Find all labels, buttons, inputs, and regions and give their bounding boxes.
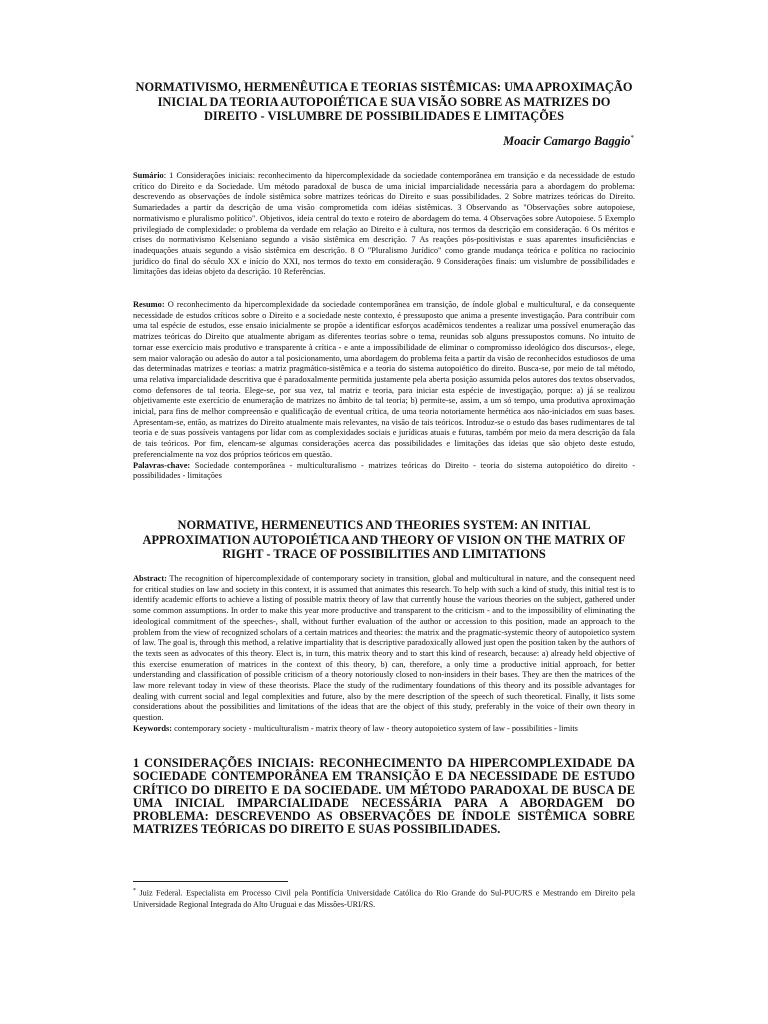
- title-block-en: [133, 518, 635, 562]
- paper-title-en: NORMATIVE, HERMENEUTICS AND THEORIES SYSTEM: AN INITIAL APPROXIMATION AUTOPOIÉTICA AND THEORY OF VISION ON THE MATRIX OF RIGHT - TRACE OF POSSIBILITIES AND LIMITATIONS: [142, 518, 626, 562]
- author-footnote-mark: *: [630, 134, 634, 142]
- resumo-label: Resumo:: [133, 300, 165, 309]
- resumo-paragraph: [133, 300, 635, 461]
- footnote-divider: [133, 881, 288, 882]
- abstract-label: Abstract:: [133, 574, 167, 583]
- author-name: Moacir Camargo Baggio: [503, 134, 631, 149]
- keywords-paragraph: [133, 724, 635, 735]
- title-block-pt: [133, 80, 635, 124]
- palavras-chave-paragraph: [133, 461, 635, 482]
- footnote-paragraph: [133, 886, 635, 910]
- summary-paragraph: [133, 171, 635, 278]
- palavras-chave-text: Sociedade contemporânea - multiculturalismo - matrizes teóricas do Direito - teoria do sistema autopoiético do direito - possibilidades - limitações: [133, 460, 635, 481]
- palavras-chave-label: Palavras-chave:: [133, 460, 191, 470]
- keywords-text: contemporary society - multiculturalism - matrix theory of law - theory autopoietico system of law - possibilities - limits: [172, 723, 578, 733]
- resumo-block: [133, 300, 635, 482]
- abstract-block: [133, 574, 635, 735]
- keywords-label: Keywords:: [133, 723, 173, 733]
- section-1-heading: 1 CONSIDERAÇÕES INICIAIS: RECONHECIMENTO DA HIPERCOMPLEXIDADE DA SOCIEDADE CONTEMPORÂNEA EM TRANSIÇÃO E DA NECESSIDADE DE ESTUDO CRÍTICO DO DIREITO E DA SOCIEDADE. UM MÉTODO PARADOXAL DE BUSCA DE UMA INICIAL IMPARCIALIDADE NECESSÁRIA PARA A ABORDAGEM DO PROBLEMA: DESCREVENDO AS OBSERVAÇÕES DE ÍNDOLE SISTÊMICA SOBRE MATRIZES TEÓRICAS DO DIREITO E SUAS POSSIBILIDADES.: [133, 756, 635, 837]
- footnote-text: Juiz Federal. Especialista em Processo Civil pela Pontifícia Universidade Católica do Rio Grande do Sul-PUC/RS e Mestrando em Direito pela Universidade Regional Integrada do Alto Uruguai e das Missões-URI/RS.: [133, 888, 635, 909]
- footnote-mark: *: [133, 888, 136, 894]
- summary-block: [133, 171, 635, 278]
- summary-text: : 1 Considerações iniciais: reconhecimento da hipercomplexidade da sociedade contemporânea em transição e da necessidade de estudo crítico do Direito e da Sociedade. Um método paradoxal de busca de uma inicial imparcialidade necessária para a abordagem do problema: descrevendo as observações de índole sistêmica sobre matrizes teóricas do Direito e suas possibilidades. 2 Sobre matrizes teóricas do Direito. Sumariedades a partir da descrição de uma visão comprometida com idéias sistêmicas. 3 Observando as "Observações sobre autopoiese, normativismo e pluralismo político". Objetivos, ideia central do texto e roteiro de abordagem do tema. 4 Observações sobre Autopoiese. 5 Exemplo privilegiado de complexidade: o problema da verdade em relação ao Direito e à cultura, nos termos da descrição em consideração. 6 Os méritos e crises do normativismo Kelseniano segundo a visão sistêmica em descrição. 7 As reações pós-positivistas e suas aparentes insuficiências e inadequações atuais segundo a visão sistêmica em descrição. 8 O "Pluralismo Jurídico" como grande mudança teórica e política no raciocínio jurídico do final do século XX e início do XXI, nos termos do texto em consideração. 9 Considerações finais: um vislumbre de possibilidades e limitações das ideias objeto da descrição. 10 Referências.: [133, 171, 635, 277]
- abstract-paragraph: [133, 574, 635, 724]
- footnote-block: [133, 886, 635, 910]
- author-line: [503, 134, 634, 149]
- resumo-text: O reconhecimento da hipercomplexidade da sociedade contemporânea em transição, de índole global e multicultural, e da consequente necessidade de estudos críticos sobre o Direito e a sociedade neste contexto, é pressuposto que anima a presente investigação. Para contribuir com uma tal espécie de estudos, esse ensaio inicialmente se propõe a identificar esforços acadêmicos tendentes a realizar uma possível enumeração das matrizes teóricas do Direito que atualmente abrigam as diferentes teorias sobre o tema, reunidas sob alguns pressupostos comuns. No intuito de tornar esse exercício mais produtivo e transparente à crítica - e ante a impossibilidade de eliminar o compromisso ideológico dos discursos-, elege, sem maior valoração ou adesão do autor a tal posicionamento, uma abordagem do problema feita a partir da visão de reconhecidos estudiosos de uma das determinadas matrizes e teorias: a matriz pragmático-sistêmica e a teoria do sistema autopoiético do direito. Busca-se, por meio de tal método, uma relativa imparcialidade descritiva que é paradoxalmente permitida justamente pela aberta posição assumida pelos autores dos textos observados, como defensores de tal teoria. Elege-se, por sua vez, tal matriz e teoria, para iniciar esta espécie de investigação, porque: a) já se realizou objetivamente este exercício de enumeração de matrizes no âmbito de tal teoria; b) permite-se, assim, a um só tempo, uma produtiva aproximação inicial, para fins de melhor compreensão e qualificação de eventual crítica, de uma teoria notoriamente hermética aos não-iniciados em suas bases. Apresentam-se, então, as matrizes do Direito atualmente mais relevantes, na visão de tais teóricos. Introduz-se o estudo das bases rudimentares de tal teoria e de suas possíveis vantagens por lidar com as complexidades sociais e jurídicas atuais e futuras, também por meio da mera descrição da fala de tais teóricos. Por fim, elencam-se algumas considerações acerca das possibilidades e limitações das ideias que são objeto deste estudo, preferencialmente na voz dos próprios teóricos em questão.: [133, 300, 635, 459]
- section-1-block: [133, 757, 635, 837]
- paper-title-pt: NORMATIVISMO, HERMENÊUTICA E TEORIAS SISTÊMICAS: UMA APROXIMAÇÃO INICIAL DA TEORIA AUTOPOIÉTICA E SUA VISÃO SOBRE AS MATRIZES DO DIREITO - VISLUMBRE DE POSSIBILIDADES E LIMITAÇÕES: [135, 80, 633, 124]
- abstract-text: The recognition of hipercomplexidade of contemporary society in transition, global and multicultural in nature, and the consequent need for critical studies on law and society in this context, it is assumed that animates this research. To help with such a kind of study, this initial test is to identify academic efforts to achieve a listing of possible matrix theory of law that currently house the various theories on the subject, gathered under some common assumptions. In order to make this year more productive and transparent to the criticism - and to the impossibility of eliminating the ideological commitment of the speeches-, shall, without further evaluation of the author or accession to this position, made an approach to the problem from the view of recognized scholars of a certain matrices and theories: the matrix and the pragmatic-systemic theory of autopoietico system of law. The goal is, through this method, a relative impartiality that is descriptive paradoxically allowed just open the position taken by the authors of the texts seen as advocates of this theory. Elect is, in turn, this matrix theory and to start this kind of research, because: a) already held objective of this exercise enumeration of matrices in the context of this theory, b) can, therefore, a only time a productive initial approach, for better understanding and classification of possible criticism of a theory notoriously closed to non-insiders in their bases. They are then the matrices of the law more relevant today in view of these theorists. Place the study of the rudimentary foundations of this theory and its possible advantages for dealing with current social and legal complexities and future, also by the mere description of the speech of such theoretical. Finally, it lists some considerations about the possibilities and limitations of the ideas that are the object of this study, preferably in the voice of their own theory in question.: [133, 574, 635, 723]
- summary-label: Sumário: [133, 171, 164, 180]
